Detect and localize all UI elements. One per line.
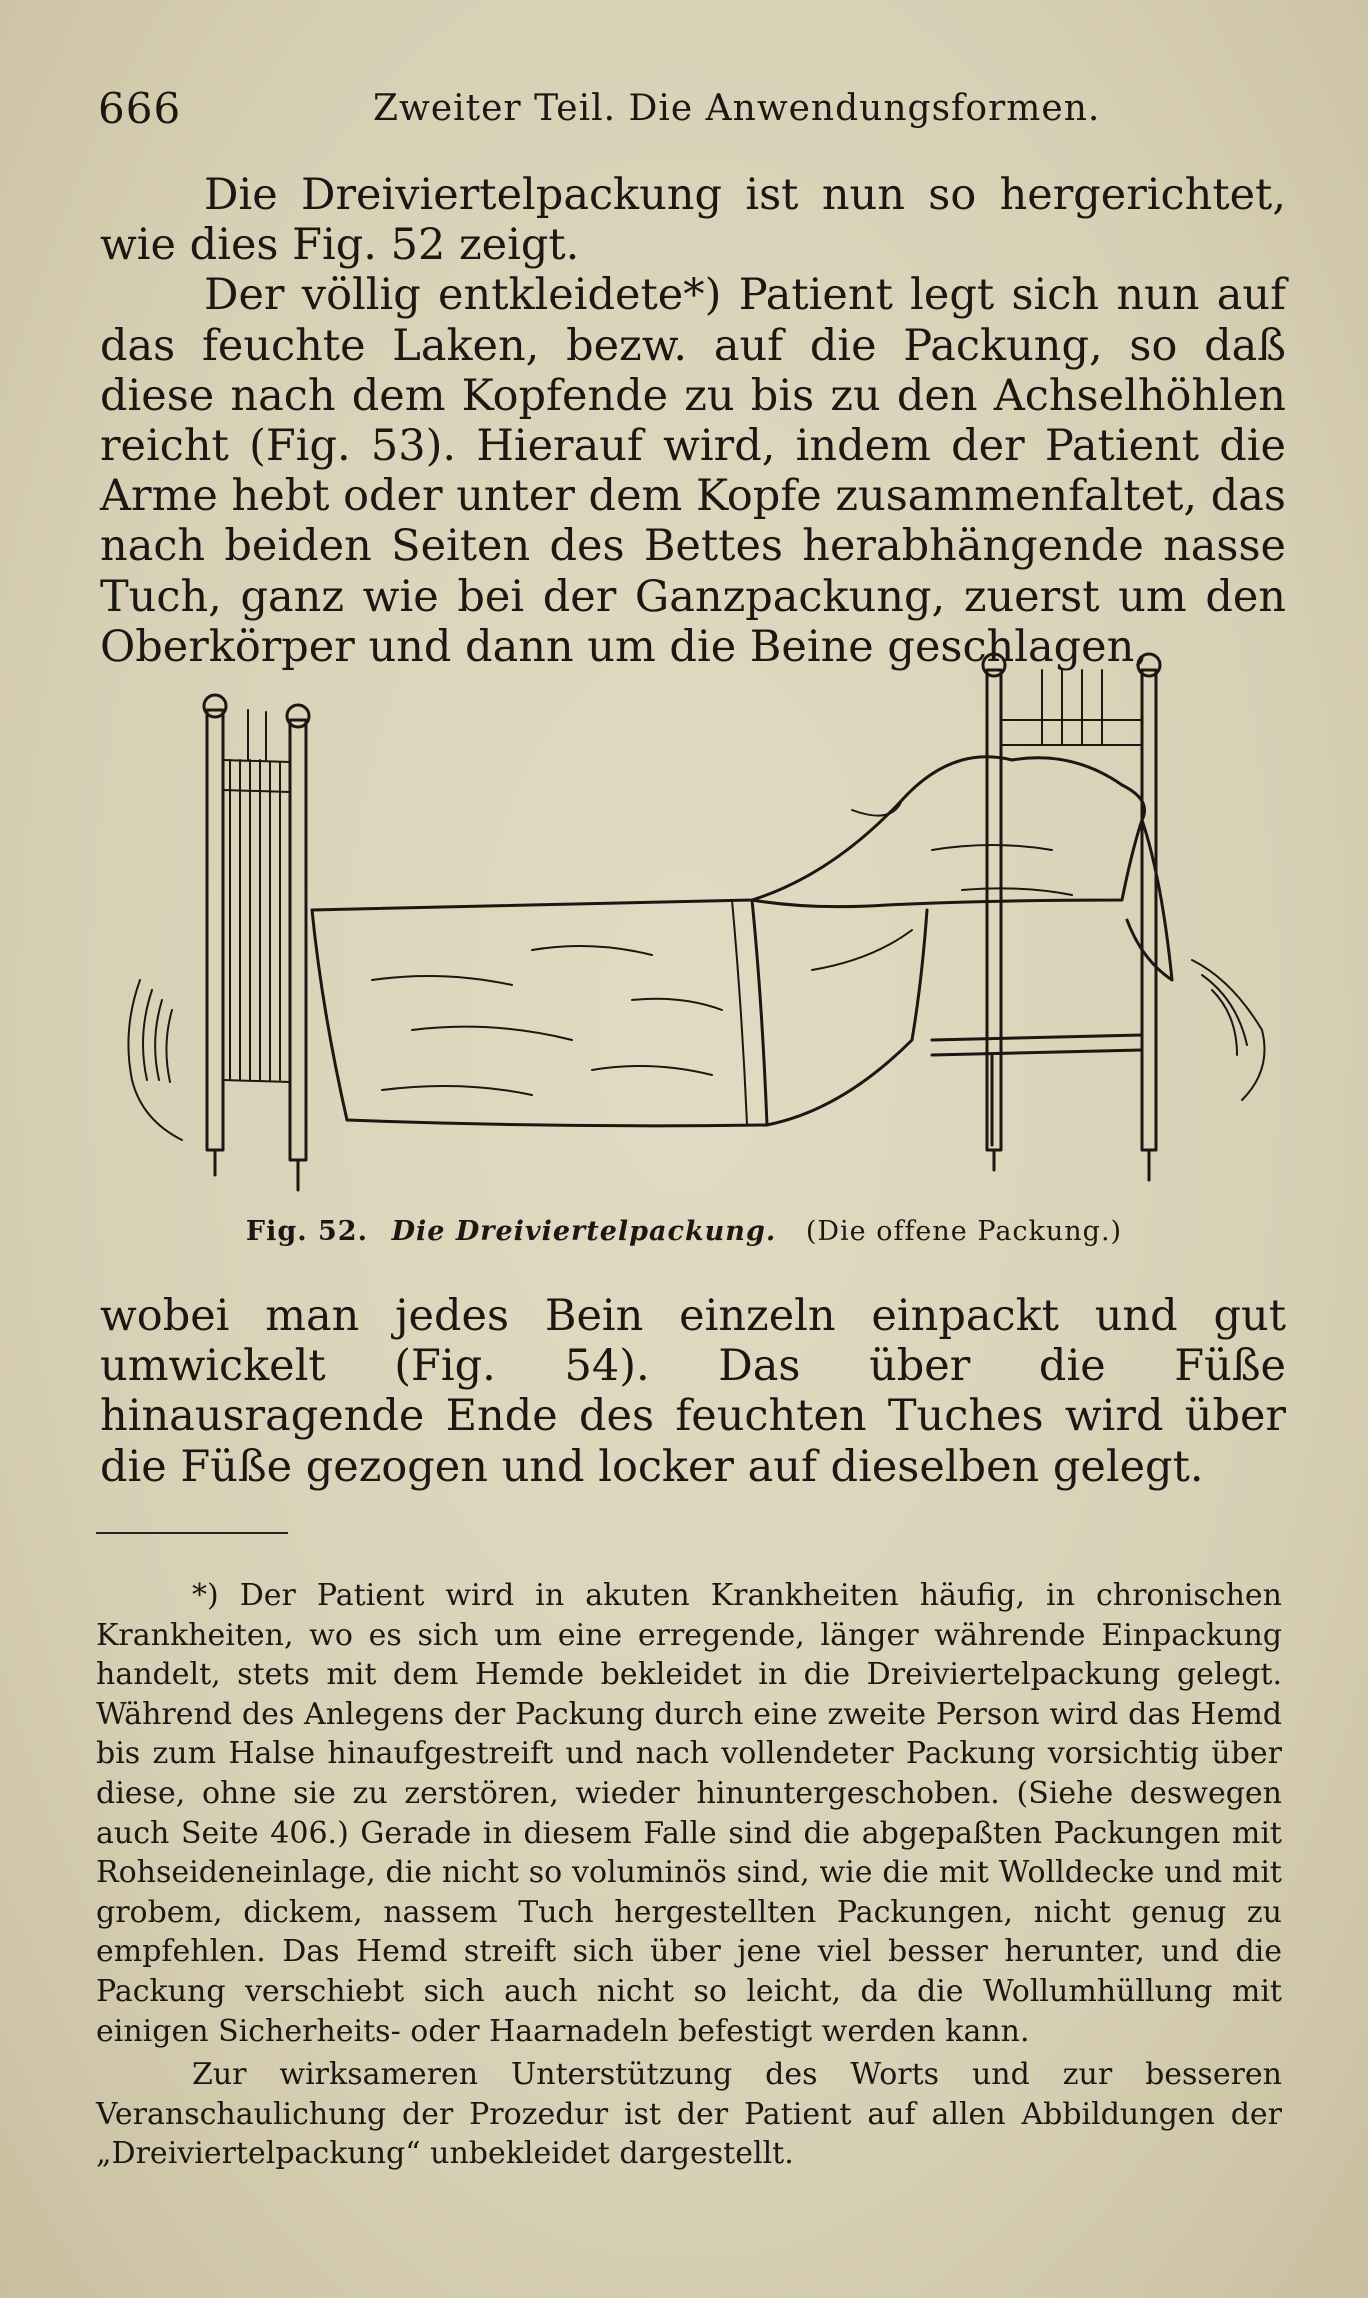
body-text-bottom — [100, 1291, 1286, 1492]
figure-label: Fig. 52. — [245, 1216, 368, 1247]
footnote-divider — [96, 1532, 288, 1534]
footnote-1: *) Der Patient wird in akuten Krankheiten häufig, in chronischen Krankheiten, wo es sich um eine erregende, länger währende Einpackung handelt, stets mit dem Hemde bekleidet in die Dreiviertelpackung gelegt. Während des Anlegens der Packung durch eine zweite Person wird das Hemd bis zum Halse hinaufgestreift und nach vollendeter Packung vorsichtig über diese, ohne sie zu zerstören, wieder hinuntergeschoben. (Siehe deswegen auch Seite 406.) Gerade in diesem Falle sind die abgepaßten Packungen mit Rohseideneinlage, die nicht so voluminös sind, wie die mit Wolldecke und mit grobem, dickem, nassem Tuch hergestellten Packungen, nicht genug zu empfehlen. Das Hemd streift sich über jene viel besser herunter, und die Packung verschiebt sich auch nicht so leicht, da die Wollumhüllung mit einigen Sicherheits- oder Haarnadeln befestigt werden kann. — [96, 1578, 1282, 2049]
running-title: Zweiter Teil. Die Anwendungsformen. — [373, 88, 1101, 129]
figure-subtitle: (Die offene Packung.) — [805, 1216, 1123, 1247]
figure-caption — [0, 1216, 1368, 1247]
paragraph-2: Der völlig entkleidete*) Patient legt sich nun auf das feuchte Laken, bezw. auf die Packung, so daß diese nach dem Kopfende zu bis zu den Achselhöhlen reicht (Fig. 53). Hierauf wird, indem der Patient die Arme hebt oder unter dem Kopfe zusammenfaltet, das nach beiden Seiten des Bettes herabhängende nasse Tuch, ganz wie bei der Ganzpackung, zuerst um den Oberkörper und dann um die Beine geschlagen, — [100, 270, 1286, 672]
running-head — [98, 84, 1278, 144]
page-number: 666 — [98, 84, 182, 133]
paragraph-3: wobei man jedes Bein einzeln einpackt und gut umwickelt (Fig. 54). Das über die Füße hinausragende Ende des feuchten Tuches wird über die Füße gezogen und locker auf dieselben gelegt. — [100, 1291, 1286, 1492]
paragraph-1: Die Dreiviertelpackung ist nun so hergerichtet, wie dies Fig. 52 zeigt. — [100, 170, 1286, 271]
footnotes — [96, 1576, 1282, 2174]
bed-engraving-icon — [112, 650, 1282, 1210]
body-text-top — [100, 170, 1286, 672]
footnote-2: Zur wirksameren Unterstützung des Worts und zur besseren Veranschaulichung der Prozedur ist der Patient auf allen Abbildungen der „Dreiviertelpackung“ unbekleidet dargestellt. — [96, 2057, 1282, 2172]
figure-title: Die Dreiviertelpackung. — [391, 1216, 777, 1247]
bed-illustration — [112, 650, 1282, 1250]
